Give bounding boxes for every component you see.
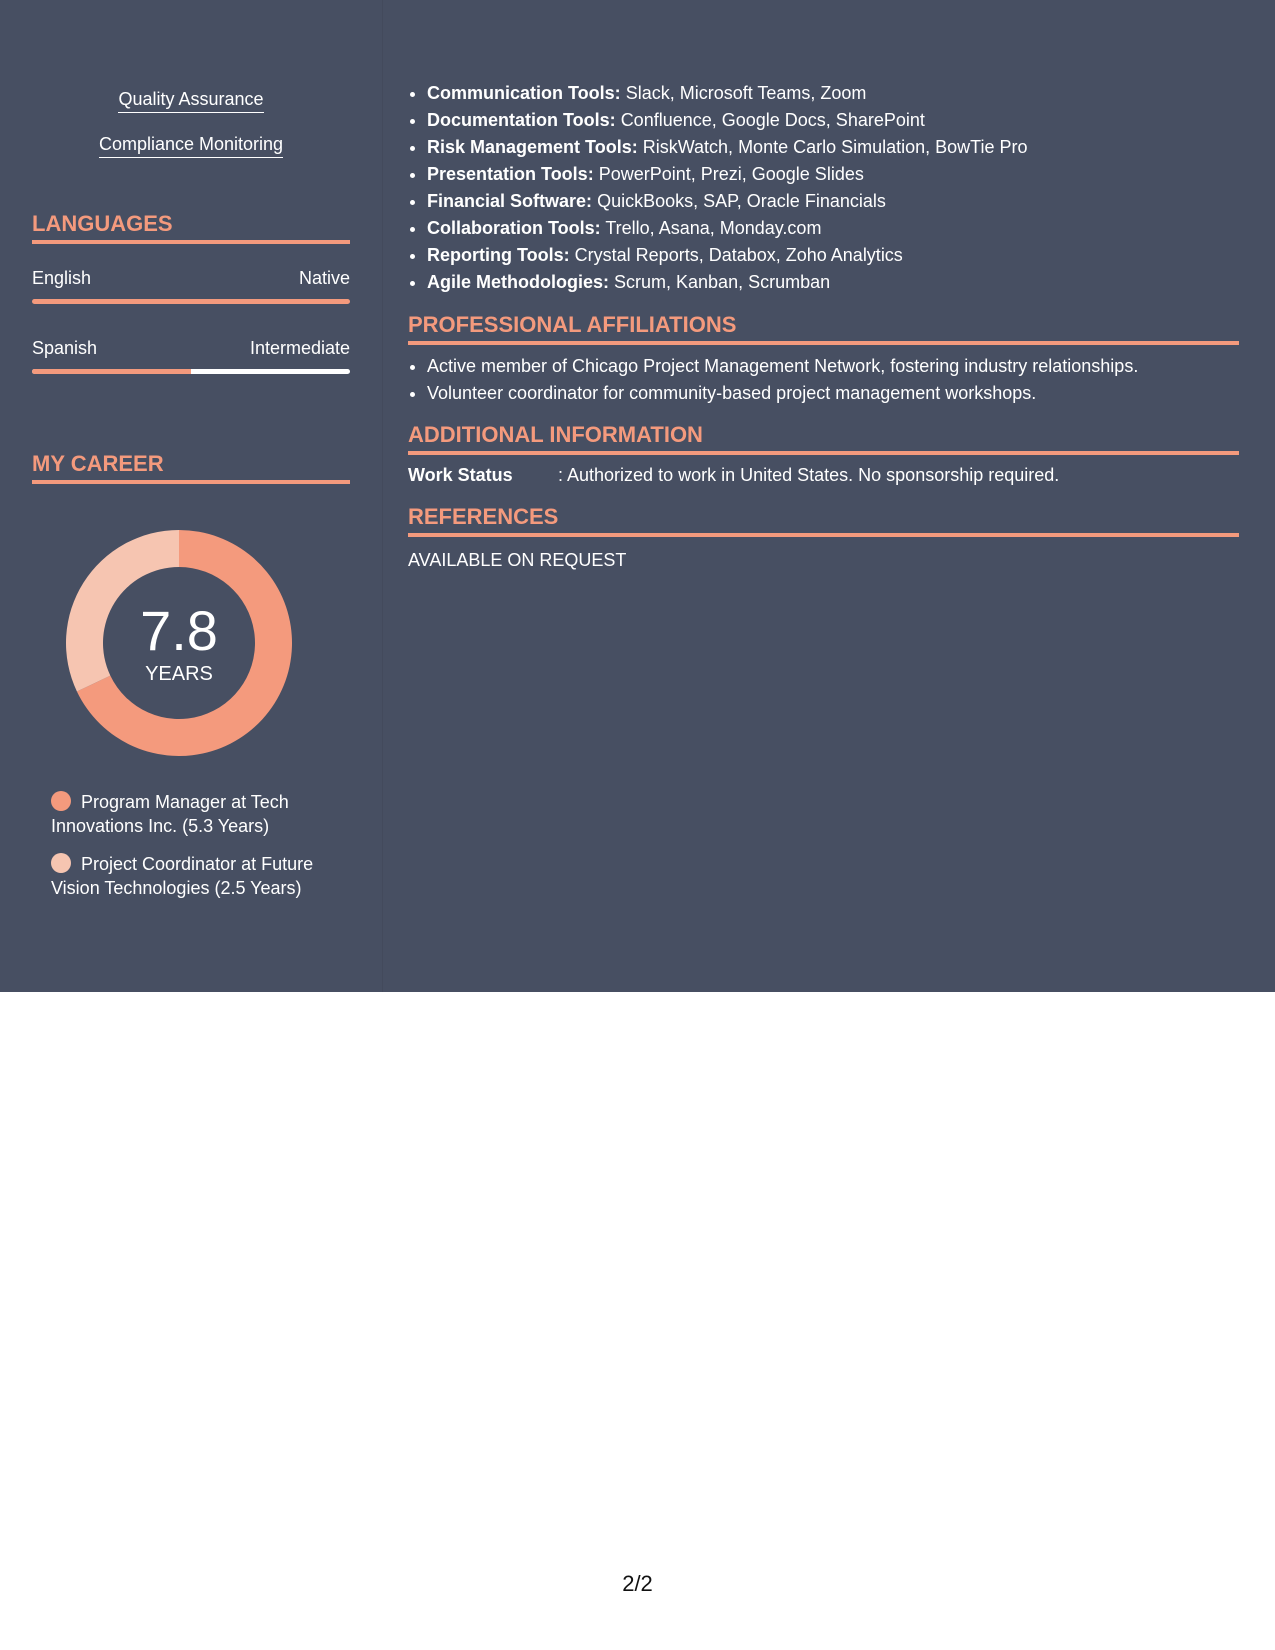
list-item: • Active member of Chicago Project Management Network, fostering industry relationships.: [427, 353, 1237, 380]
skill-link-label: Compliance Monitoring: [99, 132, 283, 158]
work-status-value: : Authorized to work in United States. No sponsorship required.: [558, 465, 1060, 485]
list-item: [427, 242, 1237, 269]
skill-link-label: Quality Assurance: [118, 87, 263, 113]
language-level: Native: [298, 268, 350, 288]
work-status-row: [408, 463, 1239, 487]
list-item: [427, 161, 1237, 188]
tool-values: QuickBooks, SAP, Oracle Financials: [597, 191, 886, 211]
language-bar-fill: [32, 369, 191, 374]
legend-dot-icon: [51, 853, 71, 873]
list-item: [427, 80, 1237, 107]
list-item: • Volunteer coordinator for community-based project management workshops.: [427, 380, 1237, 407]
list-item: [427, 215, 1237, 242]
tool-values: Crystal Reports, Databox, Zoho Analytics: [574, 245, 903, 265]
list-item: [427, 269, 1237, 296]
tool-values: Confluence, Google Docs, SharePoint: [620, 110, 925, 130]
tool-category: Reporting Tools:: [427, 245, 570, 265]
career-legend-label: Program Manager at Tech Innovations Inc. (5.3 Years): [51, 792, 289, 836]
career-legend-item: [51, 852, 341, 900]
page-number: 2/2: [622, 1571, 653, 1596]
language-bar-spanish: [32, 369, 350, 374]
work-status-label: Work Status: [408, 465, 513, 485]
career-total-years: 7.8: [140, 599, 218, 662]
tool-values: Slack, Microsoft Teams, Zoom: [625, 83, 867, 103]
tool-category: Agile Methodologies:: [427, 272, 609, 292]
career-legend-label: Project Coordinator at Future Vision Technologies (2.5 Years): [51, 854, 314, 898]
language-row-spanish: [32, 336, 350, 360]
skill-link-quality-assurance[interactable]: [32, 87, 350, 113]
languages-heading: LANGUAGES: [32, 210, 350, 244]
language-bar-fill: [32, 299, 350, 304]
affiliations-heading: PROFESSIONAL AFFILIATIONS: [408, 311, 1239, 345]
list-item: [427, 134, 1237, 161]
language-level: Intermediate: [249, 338, 350, 358]
language-row-english: [32, 266, 350, 290]
language-bar-english: [32, 299, 350, 304]
career-total-unit: YEARS: [145, 663, 213, 685]
affiliations-list: [408, 353, 1237, 407]
right-column: [408, 0, 1239, 992]
list-item: [427, 188, 1237, 215]
tool-values: Trello, Asana, Monday.com: [605, 218, 822, 238]
list-item: [427, 107, 1237, 134]
tool-category: Collaboration Tools:: [427, 218, 601, 238]
tool-values: PowerPoint, Prezi, Google Slides: [598, 164, 864, 184]
additional-info-heading: ADDITIONAL INFORMATION: [408, 421, 1239, 455]
language-name: Spanish: [32, 338, 98, 358]
tools-list: [408, 80, 1237, 296]
tool-values: Scrum, Kanban, Scrumban: [614, 272, 831, 292]
career-heading: MY CAREER: [32, 450, 350, 484]
references-text: AVAILABLE ON REQUEST: [408, 550, 627, 570]
career-legend-item: [51, 790, 341, 838]
tool-category: Documentation Tools:: [427, 110, 616, 130]
tool-category: Risk Management Tools:: [427, 137, 638, 157]
tool-category: Financial Software:: [427, 191, 593, 211]
legend-dot-icon: [51, 791, 71, 811]
skill-link-compliance-monitoring[interactable]: [32, 132, 350, 158]
references-heading: REFERENCES: [408, 503, 1239, 537]
career-donut-center: [66, 530, 292, 756]
left-column: [0, 0, 383, 992]
tool-values: RiskWatch, Monte Carlo Simulation, BowTie Pro: [642, 137, 1028, 157]
tool-category: Communication Tools:: [427, 83, 621, 103]
language-name: English: [32, 268, 92, 288]
tool-category: Presentation Tools:: [427, 164, 594, 184]
